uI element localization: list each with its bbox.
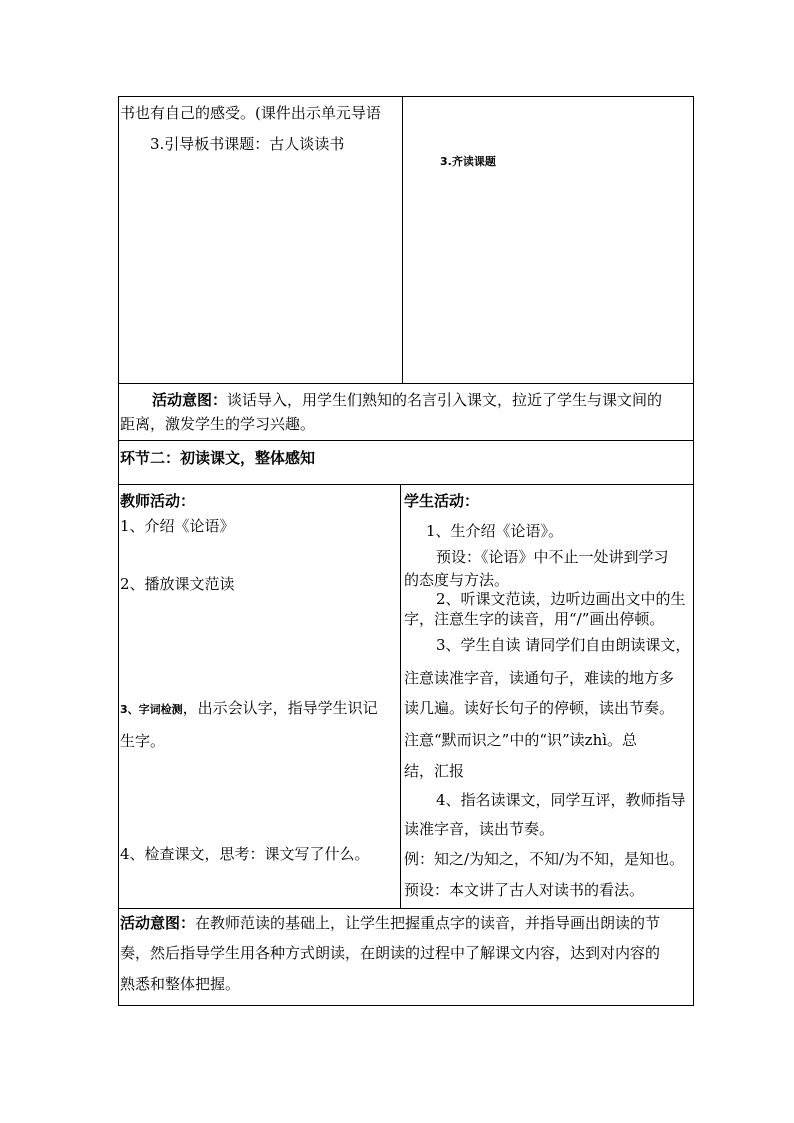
column-divider-bottom bbox=[400, 484, 401, 908]
intent2-line2: 奏，然后指导学生用各种方式朗读，在朗读的过程中了解课文内容，达到对内容的 bbox=[120, 944, 661, 962]
row1-left-line2: 3.引导板书课题：古人谈读书 bbox=[150, 135, 345, 153]
section2-title: 环节二：初读课文，整体感知 bbox=[120, 449, 316, 467]
student-line: 预设：《论语》中不止一处讲到学习 bbox=[436, 548, 669, 566]
teacher-item-4: 4、检查课文，思考：课文写了什么。 bbox=[120, 845, 370, 863]
intent2-label: 活动意图： bbox=[120, 914, 196, 932]
student-header: 学生活动： bbox=[404, 492, 480, 510]
intent1-label: 活动意图： bbox=[152, 391, 228, 409]
intent2-line3: 熟悉和整体把握。 bbox=[120, 975, 241, 993]
student-line: 读几遍。读好长句子的停顿，读出节奏。 bbox=[404, 699, 675, 717]
student-line: 字，注意生字的读音，用“/”画出停顿。 bbox=[404, 610, 665, 628]
row1-right-line1: 3.齐读课题 bbox=[440, 155, 496, 168]
intent1-text: 谈话导入，用学生们熟知的名言引入课文，拉近了学生与课文间的 bbox=[227, 391, 663, 409]
student-line: 读准字音，读出节奏。 bbox=[404, 820, 555, 838]
column-divider-top bbox=[402, 96, 403, 383]
student-line: 1、生介绍《论语》。 bbox=[426, 522, 564, 540]
teacher-item-1: 1、介绍《论语》 bbox=[120, 517, 235, 535]
teacher-item-3-text: ，出示会认字，指导学生识记 bbox=[182, 699, 378, 717]
student-line: 注意读准字音，读通句子，难读的地方多 bbox=[404, 669, 675, 687]
teacher-item-3-label: 3、字词检测 bbox=[120, 703, 183, 716]
intent2-line1 bbox=[120, 913, 660, 933]
row-divider-2 bbox=[118, 440, 694, 441]
student-line: 的态度与方法。 bbox=[404, 571, 510, 589]
teacher-header: 教师活动： bbox=[120, 492, 196, 510]
row-divider-1 bbox=[118, 383, 694, 384]
student-line: 注意“默而识之”中的“识”读zhì。总 bbox=[404, 731, 638, 749]
teacher-item-3 bbox=[120, 698, 378, 720]
student-line: 例：知之/为知之，不知/为不知，是知也。 bbox=[404, 850, 685, 868]
intent1-line2: 距离，激发学生的学习兴趣。 bbox=[120, 415, 316, 433]
student-line: 结，汇报 bbox=[404, 762, 465, 780]
student-line: 3、学生自读 请同学们自由朗读课文， bbox=[436, 636, 691, 654]
student-line: 2、听课文范读，边听边画出文中的生 bbox=[436, 590, 686, 608]
student-line: 4、指名读课文，同学互评，教师指导 bbox=[436, 791, 686, 809]
intent1-line1 bbox=[152, 390, 662, 410]
row-divider-4 bbox=[118, 908, 694, 909]
intent2-text: 在教师范读的基础上，让学生把握重点字的读音，并指导画出朗读的节 bbox=[195, 914, 661, 932]
row-divider-3 bbox=[118, 484, 694, 485]
student-line: 预设：本文讲了古人对读书的看法。 bbox=[404, 881, 645, 899]
teacher-item-2: 2、播放课文范读 bbox=[120, 575, 235, 593]
teacher-item-3-line2: 生字。 bbox=[120, 732, 166, 750]
row1-left-line1: 书也有自己的感受。(课件出示单元导语 bbox=[120, 104, 381, 122]
